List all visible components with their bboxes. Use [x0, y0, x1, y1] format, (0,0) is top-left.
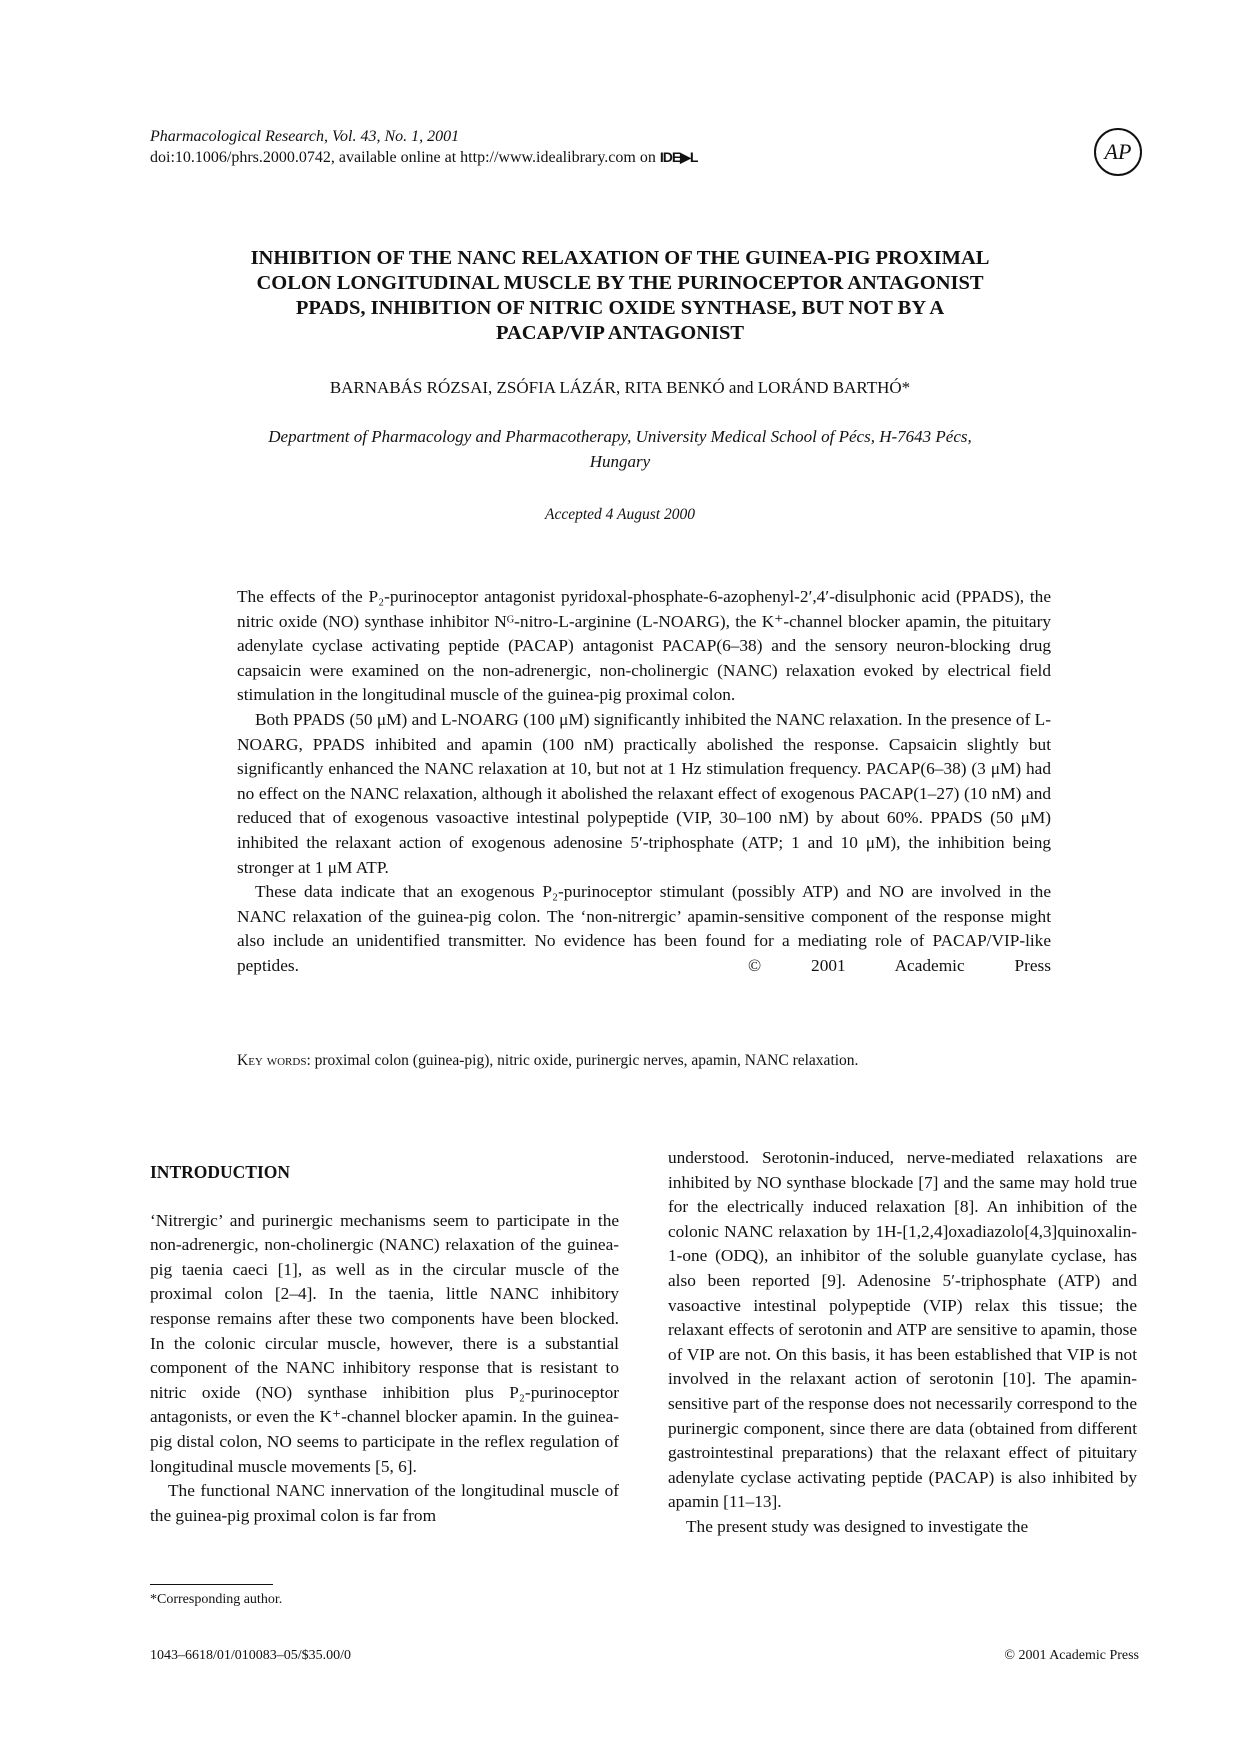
issn-code: 1043–6618/01/010083–05/$35.00/0 — [150, 1648, 352, 1663]
body-paragraph: The present study was designed to investigate the — [686, 1516, 1029, 1536]
abstract-copyright: © 2001 Academic Press — [748, 955, 1051, 975]
abstract-paragraph: The effects of the P₂-purinoceptor antagonist pyridoxal-phosphate-6-azophenyl-2′,4′-disulphonic acid (PPADS), the nitric oxide (NO) synthase inhibitor Nᴳ-nitro-L-arginine (L-NOARG), the K⁺-channel blocker apamin, the pituitary adenylate cyclase activating peptide (PACAP) antagonist PACAP(6–38) and the sensory neuron-blocking drug capsaicin were examined on the non-adrenergic, non-cholinergic (NANC) relaxation evoked by electrical field stimulation in the longitudinal muscle of the guinea-pig proximal colon. — [237, 587, 1051, 705]
journal-citation: Pharmacological Research, Vol. 43, No. 1, 2001 — [150, 128, 460, 145]
paper-title — [190, 246, 1050, 346]
footer-copyright: © 2001 Academic Press — [1004, 1648, 1139, 1663]
affiliation-line: Department of Pharmacology and Pharmacotherapy, University Medical School of Pécs, H-7643 Pécs, — [268, 427, 972, 446]
left-column — [150, 1160, 619, 1528]
title-line: PPADS, INHIBITION OF NITRIC OXIDE SYNTHASE, BUT NOT BY A — [295, 297, 945, 319]
footnote: *Corresponding author. — [150, 1592, 283, 1607]
accepted-date: Accepted 4 August 2000 — [545, 506, 695, 523]
doi-text: doi:10.1006/phrs.2000.0742, available online at http://www.idealibrary.com on — [150, 149, 656, 166]
section-heading: INTRODUCTION — [150, 1162, 291, 1182]
keywords — [237, 1052, 1097, 1070]
ideal-logo: IDE▶L — [659, 149, 698, 165]
title-line: COLON LONGITUDINAL MUSCLE BY THE PURINOCEPTOR ANTAGONIST — [256, 272, 984, 294]
abstract — [237, 585, 1051, 979]
title-line: PACAP/VIP ANTAGONIST — [495, 322, 745, 344]
title-line: INHIBITION OF THE NANC RELAXATION OF THE GUINEA-PIG PROXIMAL — [250, 247, 990, 269]
doi-line — [150, 147, 697, 168]
affiliation — [190, 424, 1050, 474]
body-paragraph: ‘Nitrergic’ and purinergic mechanisms seem to participate in the non-adrenergic, non-cholinergic (NANC) relaxation of the guinea-pig taenia caeci [1], as well as in the circular muscle of the proximal colon [2–4]. In the taenia, little NANC inhibitory response remains after these two components have been blocked. In the colonic circular muscle, however, there is a substantial component of the NANC inhibitory response that is resistant to nitric oxide (NO) synthase inhibition plus P₂-purinoceptor antagonists, or even the K⁺-channel blocker apamin. In the guinea-pig distal colon, NO seems to participate in the reflex regulation of longitudinal muscle movements [5, 6]. — [150, 1210, 619, 1476]
body-paragraph: understood. Serotonin-induced, nerve-mediated relaxations are inhibited by NO synthase blockade [7] and the same may hold true for the electrically induced relaxation [8]. An inhibition of the colonic NANC relaxation by 1H-[1,2,4]oxadiazolo[4,3]quinoxalin-1-one (ODQ), an inhibitor of the soluble guanylate cyclase, has also been reported [9]. Adenosine 5′-triphosphate (ATP) and vasoactive intestinal polypeptide (VIP) relax this tissue; the relaxant effects of serotonin and ATP are sensitive to apamin, those of VIP are not. On this basis, it has been established that VIP is not involved in the relaxant action of serotonin [10]. The apamin-sensitive part of the response does not necessarily correspond to the purinergic component, since there are data (obtained from different gastrointestinal preparations) that the relaxant effect of pituitary adenylate cyclase activating peptide (PACAP) is also inhibited by apamin [11–13]. — [668, 1148, 1137, 1512]
keywords-text: : proximal colon (guinea-pig), nitric oxide, purinergic nerves, apamin, NANC relaxation. — [306, 1052, 859, 1069]
footnote-rule — [150, 1584, 273, 1585]
abstract-paragraph — [237, 880, 1051, 978]
body-paragraph: The functional NANC innervation of the longitudinal muscle of the guinea-pig proximal colon is far from — [150, 1481, 619, 1525]
academic-press-logo: AP — [1094, 128, 1142, 176]
keywords-label: Key words — [237, 1052, 307, 1069]
right-column — [668, 1146, 1137, 1540]
author-list: BARNABÁS RÓZSAI, ZSÓFIA LÁZÁR, RITA BENKÓ and LORÁND BARTHÓ* — [329, 378, 911, 397]
journal-header — [150, 126, 697, 168]
affiliation-line: Hungary — [589, 452, 651, 471]
abstract-paragraph: Both PPADS (50 μM) and L-NOARG (100 μM) significantly inhibited the NANC relaxation. In the presence of L-NOARG, PPADS inhibited and apamin (100 nM) practically abolished the response. Capsaicin slightly but significantly enhanced the NANC relaxation at 10, but not at 1 Hz stimulation frequency. PACAP(6–38) (3 μM) had no effect on the NANC relaxation, although it abolished the relaxant effect of exogenous PACAP(1–27) (10 nM) and reduced that of exogenous vasoactive intestinal polypeptide (VIP, 30–100 nM) by about 60%. PPADS (50 μM) inhibited the relaxant action of exogenous adenosine 5′-triphosphate (ATP; 1 and 10 μM), the inhibition being stronger at 1 μM ATP. — [237, 709, 1051, 877]
abstract-conclusion: These data indicate that an exogenous P₂-purinoceptor stimulant (possibly ATP) and NO are involved in the NANC relaxation of the guinea-pig colon. The ‘non-nitrergic’ apamin-sensitive component of the response might also include an unidentified transmitter. No evidence has been found for a mediating role of PACAP/VIP-like peptides. — [237, 882, 1051, 975]
